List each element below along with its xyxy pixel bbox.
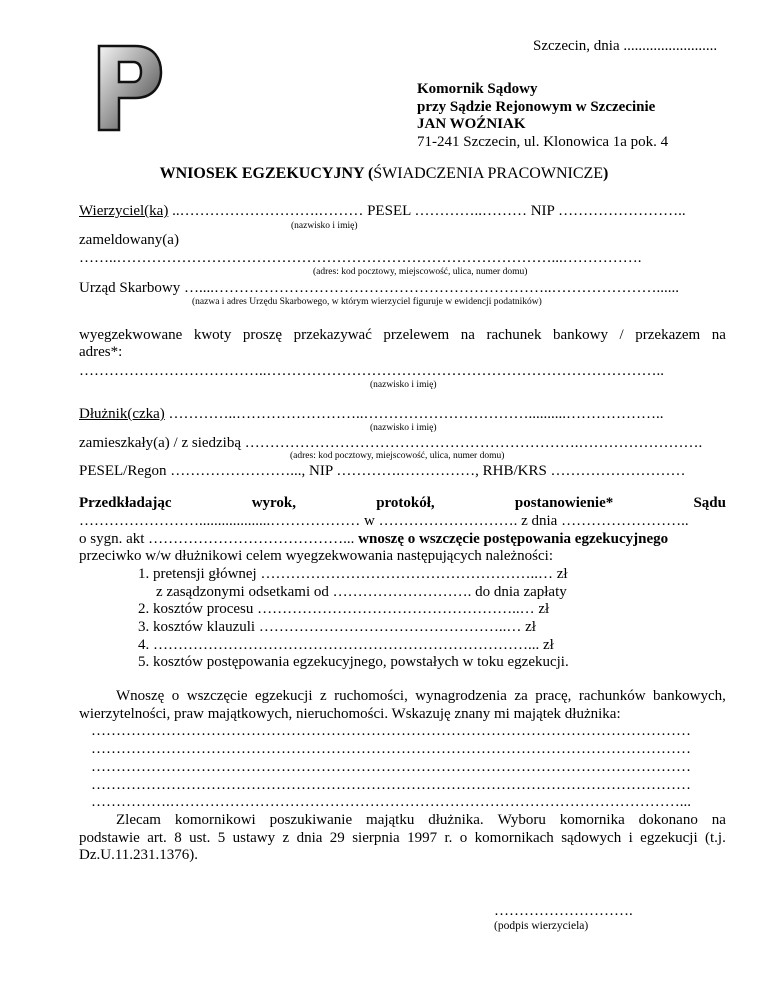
justified-word: egzekucji <box>255 688 313 704</box>
item-text: kosztów postępowania egzekucyjnego, powstałych w toku egzekucji. <box>153 654 569 670</box>
asset-dot-line: …………….…………………………………………………………………………………………... <box>91 794 691 810</box>
search-line-2 <box>79 830 726 847</box>
motion-line-2: ……………………...................……………… w ………………………. z dnia …………………….. <box>79 513 689 529</box>
justified-word: ruchomości, <box>334 688 408 704</box>
search-word: dnia <box>296 830 323 846</box>
creditor-row <box>79 203 686 220</box>
item-text: z zasądzonymi odsetkami od ………………………. do dnia zapłaty <box>156 584 567 600</box>
addressee-line-4: 71-241 Szczecin, ul. Klonowica 1a pok. 4 <box>417 134 669 150</box>
assets-line-2: wierzytelności, praw majątkowych, nieruchomości. Wskazuję znany mi majątek dłużnika: <box>79 706 621 722</box>
creditor-label: Wierzyciel(ka) <box>79 203 169 219</box>
place-date: Szczecin, dnia ......................... <box>533 38 718 54</box>
justified-word: przelewem <box>383 327 450 343</box>
motion-word-5: Sądu <box>693 495 726 511</box>
creditor-fields: ..……………………….……… PESEL …………..……… NIP …………………….. <box>168 203 686 219</box>
residence-label: zamieszkały(a) / z siedzibą <box>79 435 241 451</box>
search-word: 29 <box>329 830 345 846</box>
search-word: o <box>459 830 468 846</box>
justified-word: rachunków <box>578 688 646 704</box>
justified-word: bankowy <box>553 327 608 343</box>
document-title <box>0 165 768 183</box>
asset-dot-line: ………………………………………………………………………………………………………… <box>91 723 691 739</box>
search-word: egzekucji <box>640 830 698 846</box>
asset-dot-line: ………………………………………………………………………………………………………… <box>91 777 691 793</box>
claims-list-item <box>138 601 549 618</box>
residence-hint: (adres: kod pocztowy, miejscowość, ulica, numer domu) <box>290 451 505 461</box>
motion-line-1 <box>79 495 726 512</box>
letter-p-logo <box>95 42 165 134</box>
item-text: kosztów klauzuli …………………………………………..… zł <box>153 619 536 635</box>
motion-word-1: Przedkładając <box>79 495 172 511</box>
search-word: 8 <box>174 830 182 846</box>
payment-dots: ………………………………..…………………………………………………………………….. <box>79 363 664 379</box>
item-text: …………………………………………………………………... zł <box>153 637 554 653</box>
search-line-1 <box>116 812 726 829</box>
tax-office-label: Urząd Skarbowy <box>79 280 181 296</box>
search-word: komornikowi <box>174 812 256 828</box>
title-open: ( <box>363 165 374 182</box>
item-number: 1. <box>138 566 150 582</box>
item-number: 2. <box>138 601 150 617</box>
signature-dots: ………………………. <box>494 903 633 919</box>
search-word: ustawy <box>232 830 276 846</box>
search-word: 1997 <box>407 830 438 846</box>
addressee-line-3: JAN WOŹNIAK <box>417 116 526 132</box>
tax-office-dots: …....…………………………………………………………..…………………...... <box>180 280 679 296</box>
debtor-name-hint: (nazwisko i imię) <box>370 423 437 433</box>
payment-line-2: adres*: <box>79 344 123 360</box>
creditor-address-hint: (adres: kod pocztowy, miejscowość, ulica, numer domu) <box>313 267 528 277</box>
asset-dot-line: ………………………………………………………………………………………………………… <box>91 741 691 757</box>
justified-word: pracę, <box>535 688 572 704</box>
item-number: 5. <box>138 654 150 670</box>
search-word: Wyboru <box>497 812 546 828</box>
motion-word-4: postanowienie* <box>514 495 614 511</box>
claims-list-item <box>138 619 536 636</box>
search-word: poszukiwanie <box>269 812 353 828</box>
search-word: 5 <box>217 830 226 846</box>
motion-line-4: przeciwko w/w dłużnikowi celem wyegzekwowania następujących należności: <box>79 548 553 564</box>
item-text: pretensji głównej ………………………………………………..… zł <box>153 566 568 582</box>
search-word: dłużnika. <box>428 812 484 828</box>
debtor-row <box>79 406 664 423</box>
debtor-label: Dłużnik(czka) <box>79 406 165 422</box>
justified-word: kwoty <box>193 327 232 343</box>
search-word: i <box>628 830 633 846</box>
motion-word-3: protokół, <box>376 495 435 511</box>
search-word: komornika <box>559 812 625 828</box>
title-main: WNIOSEK EGZEKUCYJNY <box>159 165 364 182</box>
justified-word: o <box>171 688 180 704</box>
justified-word: proszę <box>242 327 283 343</box>
search-word: sierpnia <box>352 830 400 846</box>
motion-request-bold: wnoszę o wszczęcie postępowania egzekucyjnego <box>358 531 669 547</box>
motion-line-3 <box>79 531 668 548</box>
residence-dots: ………………………………………………………….……………………. <box>241 435 703 451</box>
claims-list-item <box>156 584 567 601</box>
search-word: sądowych <box>561 830 622 846</box>
item-number: 4. <box>138 637 150 653</box>
justified-word: Wnoszę <box>116 688 165 704</box>
creditor-address-dots: ……..……………………………………………………………………………...……………. <box>79 250 642 266</box>
justified-word: za <box>514 688 528 704</box>
asset-dot-line: ………………………………………………………………………………………………………… <box>91 759 691 775</box>
debtor-residence-row <box>79 435 702 452</box>
justified-word: wszczęcie <box>186 688 248 704</box>
registered-label: zameldowany(a) <box>79 232 179 248</box>
justified-word: przekazem <box>635 327 701 343</box>
search-word: r. <box>444 830 453 846</box>
search-word: dokonano <box>638 812 698 828</box>
debtor-ids-line: PESEL/Regon ……………………..., NIP ………….……………, RHB/KRS ……………………… <box>79 463 686 479</box>
payment-line-1 <box>79 327 726 344</box>
search-word: komornikach <box>474 830 554 846</box>
assets-line-1 <box>116 688 726 705</box>
title-close: ) <box>603 165 609 182</box>
motion-word-2: wyrok, <box>251 495 296 511</box>
justified-word: na <box>711 327 726 343</box>
addressee-line-1: Komornik Sądowy <box>417 81 538 97</box>
addressee-line-2: przy Sądzie Rejonowym w Szczecinie <box>417 99 656 115</box>
justified-word: wyegzekwowane <box>79 327 183 343</box>
claims-list-item <box>138 637 554 654</box>
signature-label: (podpis wierzyciela) <box>494 920 589 932</box>
justified-word: bankowych, <box>653 688 726 704</box>
item-text: kosztów procesu ……………………………………………..… zł <box>153 601 550 617</box>
tax-office-row <box>79 280 679 297</box>
creditor-name-hint: (nazwisko i imię) <box>291 221 358 231</box>
claims-list-item <box>138 566 568 583</box>
search-word: art. <box>147 830 167 846</box>
debtor-name-dots: …………..……………………..……………………………..........……………….. <box>164 406 664 422</box>
justified-word: / <box>619 327 624 343</box>
title-sub: ŚWIADCZENIA PRACOWNICZE <box>373 165 604 182</box>
search-line-3: Dz.U.11.231.1376). <box>79 847 199 863</box>
search-word: na <box>711 812 726 828</box>
justified-word: przekazywać <box>293 327 372 343</box>
case-number-text: o sygn. akt …………………………………... <box>79 531 359 547</box>
search-word: podstawie <box>79 830 140 846</box>
item-number: 3. <box>138 619 150 635</box>
justified-word: na <box>460 327 475 343</box>
search-word: (t.j. <box>705 830 726 846</box>
tax-office-hint: (nazwa i adres Urzędu Skarbowego, w którym wierzyciel figuruje w ewidencji podatników) <box>192 297 542 307</box>
search-word: z <box>282 830 290 846</box>
payment-hint: (nazwisko i imię) <box>370 380 437 390</box>
search-word: ust. <box>189 830 211 846</box>
search-word: Zlecam <box>116 812 161 828</box>
justified-word: wynagrodzenia <box>415 688 507 704</box>
justified-word: z <box>319 688 327 704</box>
search-word: majątku <box>366 812 415 828</box>
claims-list-item <box>138 654 569 671</box>
justified-word: rachunek <box>486 327 542 343</box>
